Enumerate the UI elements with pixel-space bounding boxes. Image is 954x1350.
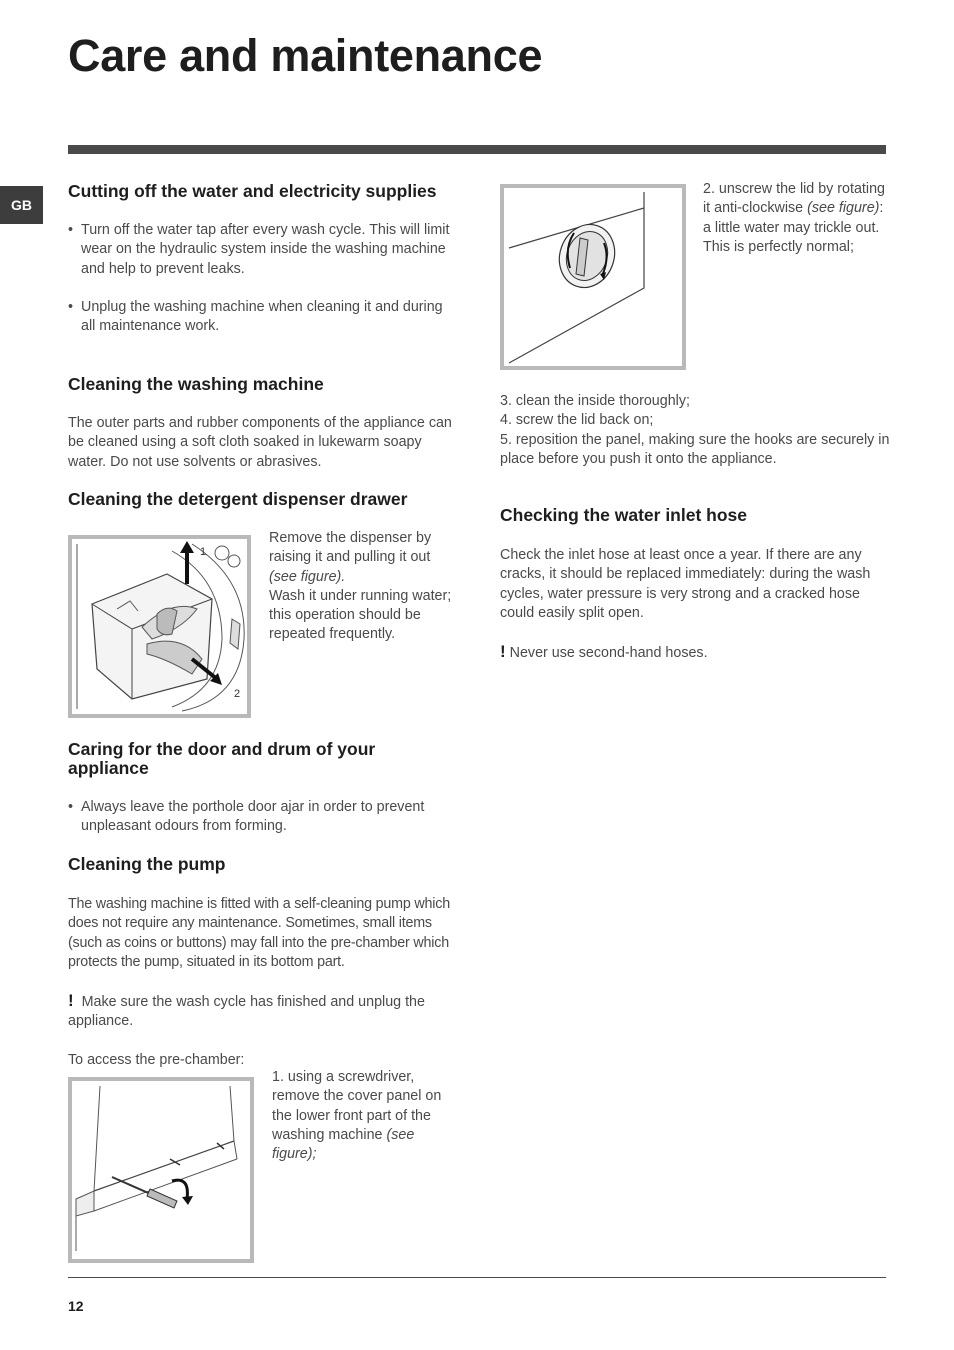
language-tab: GB [0, 186, 43, 224]
pump-body: The washing machine is fitted with a self-cleaning pump which does not require any maintenance. Sometimes, small items (such as coins or buttons) may fall into the pre-chamber which protects the pump, situated in its bottom part. [68, 896, 450, 970]
cover-panel-illustration [72, 1081, 250, 1259]
pump-step2: 2. unscrew the lid by rotating it anti-clockwise (see figure): a little water may trickle out. This is perfectly normal; [703, 181, 885, 255]
footer-divider [68, 1277, 886, 1278]
washing-section [68, 375, 458, 472]
hose-body: Check the inlet hose at least once a year. If there are any cracks, it should be replaced immediately: during the wash cycles, water pressure is very strong and a cracked hose could easily split open. [500, 547, 871, 621]
pump-heading: Cleaning the pump [68, 854, 226, 874]
door-heading: Caring for the door and drum of your appliance [68, 739, 376, 778]
cover-panel-figure [68, 1077, 254, 1263]
pump-step4: 4. screw the lid back on; [500, 412, 654, 429]
pump-step5: 5. reposition the panel, making sure the hooks are securely in place before you push it onto the appliance. [500, 431, 890, 467]
drawer-text-2: Wash it under running water; this operation should be repeated frequently. [269, 587, 452, 643]
pump-lid-figure [500, 184, 686, 370]
list-item: • Unplug the washing machine when cleaning it and during all maintenance work. [68, 298, 458, 337]
door-list [68, 798, 458, 837]
page-number: 12 [68, 1298, 84, 1314]
title-divider [68, 145, 886, 154]
hose-warning: ! Never use second-hand hoses. [500, 642, 708, 662]
pump-access: To access the pre-chamber: [68, 1051, 245, 1068]
pump-step3: 3. clean the inside thoroughly; [500, 393, 690, 409]
pump-lid-illustration [504, 188, 682, 366]
pump-warning: ! Make sure the wash cycle has finished and unplug the appliance. [68, 991, 425, 1030]
warning-mark: ! [68, 991, 74, 1011]
warning-mark: ! [500, 642, 506, 662]
hose-heading: Checking the water inlet hose [500, 505, 747, 525]
cutoff-heading: Cutting off the water and electricity supplies [68, 181, 437, 201]
drawer-text: Remove the dispenser by raising it and pulling it out (see figure). [269, 530, 432, 585]
pump-steps-3-5 [500, 392, 890, 469]
page-title: Care and maintenance [68, 30, 543, 81]
list-item: • Turn off the water tap after every wash cycle. This will limit wear on the hydraulic system inside the washing machine and help to prevent leaks. [68, 221, 458, 279]
drawer-instructions [269, 529, 459, 645]
dispenser-drawer-illustration [72, 539, 247, 714]
pump-section [68, 855, 458, 1070]
cutoff-section [68, 182, 458, 336]
hose-section [500, 506, 890, 663]
pump-step1: 1. using a screwdriver, remove the cover panel on the lower front part of the washing machine (see figure); [272, 1069, 442, 1163]
washing-body: The outer parts and rubber components of the appliance can be cleaned using a soft cloth soaked in lukewarm soapy water. Do not use solvents or abrasives. [68, 415, 452, 470]
list-item: • Always leave the porthole door ajar in order to prevent unpleasant odours from forming. [68, 798, 458, 837]
figure-label-2: 2 [234, 688, 241, 700]
drawer-heading: Cleaning the detergent dispenser drawer [68, 489, 408, 509]
door-section [68, 740, 458, 837]
dispenser-figure [68, 535, 251, 718]
washing-heading: Cleaning the washing machine [68, 374, 324, 394]
cutoff-list [68, 221, 458, 336]
drawer-section [68, 490, 458, 509]
figure-label-1: 1 [200, 546, 207, 558]
